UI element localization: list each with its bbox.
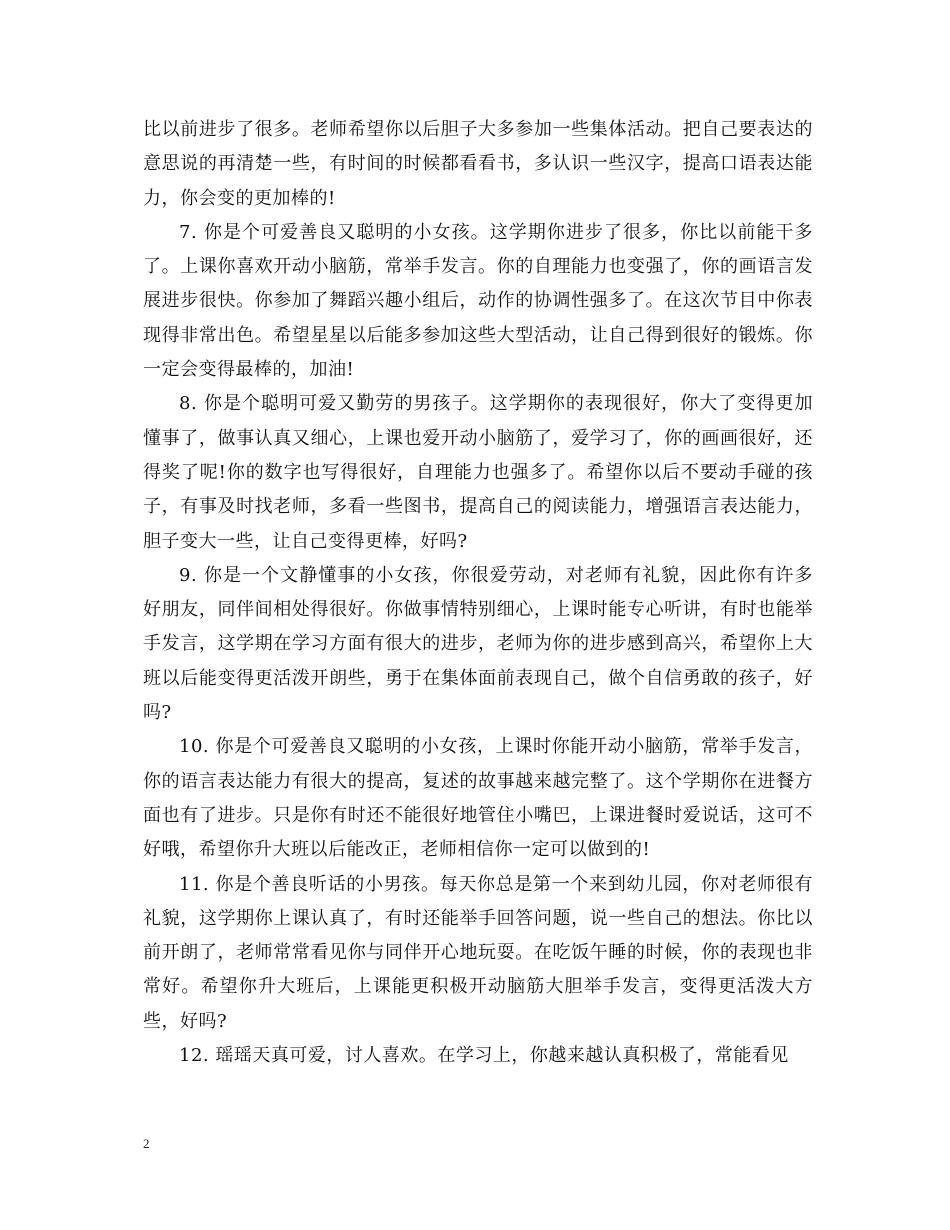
document-body	[143, 113, 813, 1073]
paragraph-item-7: 7. 你是个可爱善良又聪明的小女孩。这学期你进步了很多，你比以前能干多了。上课你喜欢开动小脑筋，常举手发言。你的自理能力也变强了，你的画语言发展进步很快。你参加了舞蹈兴趣小组后，动作的协调性强多了。在这次节目中你表现得非常出色。希望星星以后能多参加这些大型活动，让自己得到很好的锻炼。你一定会变得最棒的，加油!	[143, 221, 813, 381]
paragraph-item-12: 12. 瑶瑶天真可爱，讨人喜欢。在学习上，你越来越认真积极了，常能看见	[179, 1045, 789, 1067]
paragraph-item-10: 10. 你是个可爱善良又聪明的小女孩，上课时你能开动小脑筋，常举手发言，你的语言表达能力有很大的提高，复述的故事越来越完整了。这个学期你在进餐方面也有了进步。只是你有时还不能很好地管住小嘴巴，上课进餐时爱说话，这可不好哦，希望你升大班以后能改正，老师相信你一定可以做到的!	[143, 736, 813, 861]
paragraph-item-11: 11. 你是个善良听话的小男孩。每天你总是第一个来到幼儿园，你对老师很有礼貌，这学期你上课认真了，有时还能举手回答问题，说一些自己的想法。你比以前开朗了，老师常常看见你与同伴开心地玩耍。在吃饭午睡的时候，你的表现也非常好。希望你升大班后，上课能更积极开动脑筋大胆举手发言，变得更活泼大方些，好吗?	[143, 873, 813, 1032]
paragraph-item-9: 9. 你是一个文静懂事的小女孩，你很爱劳动，对老师有礼貌，因此你有许多好朋友，同伴间相处得很好。你做事情特别细心，上课时能专心听讲，有时也能举手发言，这学期在学习方面有很大的进步，老师为你的进步感到高兴，希望你上大班以后能变得更活泼开朗些，勇于在集体面前表现自己，做个自信勇敢的孩子，好吗?	[143, 564, 813, 724]
paragraph-item-8: 8. 你是个聪明可爱又勤劳的男孩子。这学期你的表现很好，你大了变得更加懂事了，做事认真又细心，上课也爱开动小脑筋了，爱学习了，你的画画很好，还得奖了呢!你的数字也写得很好，自理能力也强多了。希望你以后不要动手碰的孩子，有事及时找老师，多看一些图书，提高自己的阅读能力，增强语言表达能力，胆子变大一些，让自己变得更棒，好吗?	[143, 393, 813, 552]
paragraph-continuation: 比以前进步了很多。老师希望你以后胆子大多参加一些集体活动。把自己要表达的意思说的再清楚一些，有时间的时候都看看书，多认识一些汉字，提高口语表达能力，你会变的更加棒的!	[143, 119, 813, 209]
page-number: 2	[143, 1136, 150, 1151]
